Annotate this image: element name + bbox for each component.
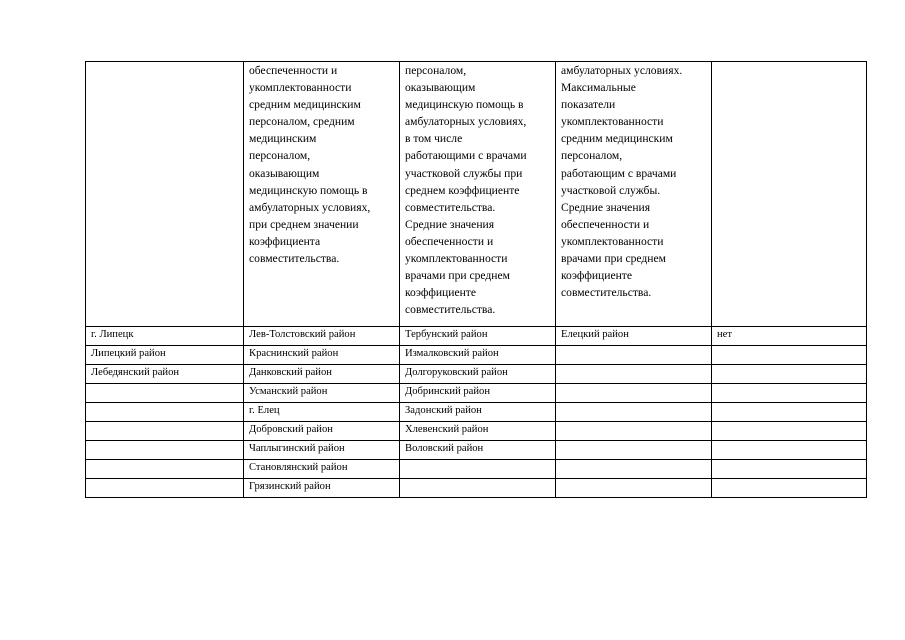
criteria-text-line: совместительства. [249, 252, 340, 266]
criteria-text-line: укомплектованности [561, 115, 664, 129]
table-row [86, 422, 867, 441]
district-cell-group-5: нет [712, 327, 867, 346]
criteria-text-line: коэффициенте [561, 269, 633, 283]
district-cell-group-4 [556, 460, 712, 479]
district-cell-group-2: г. Елец [244, 403, 400, 422]
district-cell-group-1: Лебедянский район [86, 365, 244, 384]
criteria-text-line: медицинскую помощь в [249, 183, 368, 197]
criteria-text-line: персоналом, [561, 149, 623, 163]
district-cell-group-5 [712, 403, 867, 422]
table-row [86, 346, 867, 365]
criteria-text-line: совместительства. [561, 286, 652, 300]
district-cell-group-3 [400, 460, 556, 479]
criteria-text-line: обеспеченности и [405, 234, 494, 248]
district-cell-group-5 [712, 441, 867, 460]
district-cell-group-2: Усманский район [244, 384, 400, 403]
district-cell-group-2: Грязинский район [244, 479, 400, 498]
district-cell-group-2: Добровский район [244, 422, 400, 441]
district-cell-group-1 [86, 441, 244, 460]
district-cell-group-1: Липецкий район [86, 346, 244, 365]
table-row [86, 365, 867, 384]
criteria-text-line: средним медицинским [561, 132, 673, 146]
criteria-text-line: обеспеченности и [561, 217, 650, 231]
criteria-text-line: работающим с врачами [561, 166, 677, 180]
district-cell-group-2: Краснинский район [244, 346, 400, 365]
criteria-text-line: персоналом, [249, 149, 311, 163]
criteria-text-line: амбулаторных условиях, [405, 115, 527, 129]
district-cell-group-1 [86, 479, 244, 498]
district-cell-group-1 [86, 460, 244, 479]
criteria-text-line: в том числе [405, 132, 463, 146]
criteria-text-line: участковой службы. [561, 183, 661, 197]
criteria-text-line: среднем коэффициенте [405, 183, 520, 197]
criteria-text-line: совместительства. [405, 303, 496, 317]
criteria-text-line: укомплектованности [249, 81, 352, 95]
district-cell-group-5 [712, 384, 867, 403]
district-cell-group-3: Хлевенский район [400, 422, 556, 441]
district-cell-group-4 [556, 422, 712, 441]
district-cell-group-4 [556, 346, 712, 365]
table-row [86, 403, 867, 422]
district-cell-group-1: г. Липецк [86, 327, 244, 346]
criteria-text-line: амбулаторных условиях, [249, 200, 371, 214]
district-cell-group-1 [86, 384, 244, 403]
district-cell-group-3: Добринский район [400, 384, 556, 403]
criteria-cell-5 [712, 62, 867, 327]
district-cell-group-1 [86, 403, 244, 422]
criteria-text-line: Максимальные [561, 81, 636, 95]
criteria-text-line: врачами при среднем [405, 269, 510, 283]
criteria-text-line: персоналом, средним [249, 115, 355, 129]
district-cell-group-4 [556, 403, 712, 422]
criteria-text-line: оказывающим [405, 81, 476, 95]
criteria-text-line: работающими с врачами [405, 149, 527, 163]
criteria-text-line: персоналом, [405, 64, 467, 77]
district-cell-group-4 [556, 441, 712, 460]
table-body [86, 62, 867, 498]
district-cell-group-3: Долгоруковский район [400, 365, 556, 384]
criteria-text-line: укомплектованности [561, 234, 664, 248]
district-cell-group-4: Елецкий район [556, 327, 712, 346]
criteria-text-line: коэффициента [249, 234, 321, 248]
criteria-cell-4 [556, 62, 712, 327]
table-row [86, 479, 867, 498]
table-row [86, 384, 867, 403]
district-cell-group-4 [556, 365, 712, 384]
district-cell-group-2: Чаплыгинский район [244, 441, 400, 460]
district-cell-group-2: Данковский район [244, 365, 400, 384]
criteria-text-line: коэффициенте [405, 286, 477, 300]
district-cell-group-3: Измалковский район [400, 346, 556, 365]
district-cell-group-3: Задонский район [400, 403, 556, 422]
criteria-text-line: Средние значения [405, 217, 495, 231]
criteria-cell-2 [244, 62, 400, 327]
district-cell-group-5 [712, 422, 867, 441]
table-row [86, 460, 867, 479]
criteria-text-line: совместительства. [405, 200, 496, 214]
criteria-text-line: средним медицинским [249, 98, 361, 112]
district-cell-group-1 [86, 422, 244, 441]
district-cell-group-4 [556, 384, 712, 403]
criteria-text-line: амбулаторных условиях. [561, 64, 683, 77]
district-cell-group-4 [556, 479, 712, 498]
criteria-text-line: обеспеченности и [249, 64, 338, 77]
criteria-cell-3 [400, 62, 556, 327]
criteria-text-line: врачами при среднем [561, 252, 666, 266]
criteria-text-line: показатели [561, 98, 616, 112]
district-cell-group-3: Воловский район [400, 441, 556, 460]
district-cell-group-2: Становлянский район [244, 460, 400, 479]
district-cell-group-3: Тербунский район [400, 327, 556, 346]
criteria-text-line: медицинским [249, 132, 317, 146]
criteria-text-line: укомплектованности [405, 252, 508, 266]
criteria-text-line: медицинскую помощь в [405, 98, 524, 112]
district-cell-group-5 [712, 365, 867, 384]
region-classification-table [85, 61, 867, 498]
table-row [86, 327, 867, 346]
criteria-row [86, 62, 867, 327]
district-cell-group-5 [712, 479, 867, 498]
criteria-text-line: при среднем значении [249, 217, 359, 231]
district-cell-group-2: Лев-Толстовский район [244, 327, 400, 346]
district-cell-group-5 [712, 346, 867, 365]
table-row [86, 441, 867, 460]
district-cell-group-5 [712, 460, 867, 479]
criteria-cell-1 [86, 62, 244, 327]
criteria-text-line: Средние значения [561, 200, 651, 214]
criteria-text-line: участковой службы при [405, 166, 523, 180]
criteria-text-line: оказывающим [249, 166, 320, 180]
district-cell-group-3 [400, 479, 556, 498]
